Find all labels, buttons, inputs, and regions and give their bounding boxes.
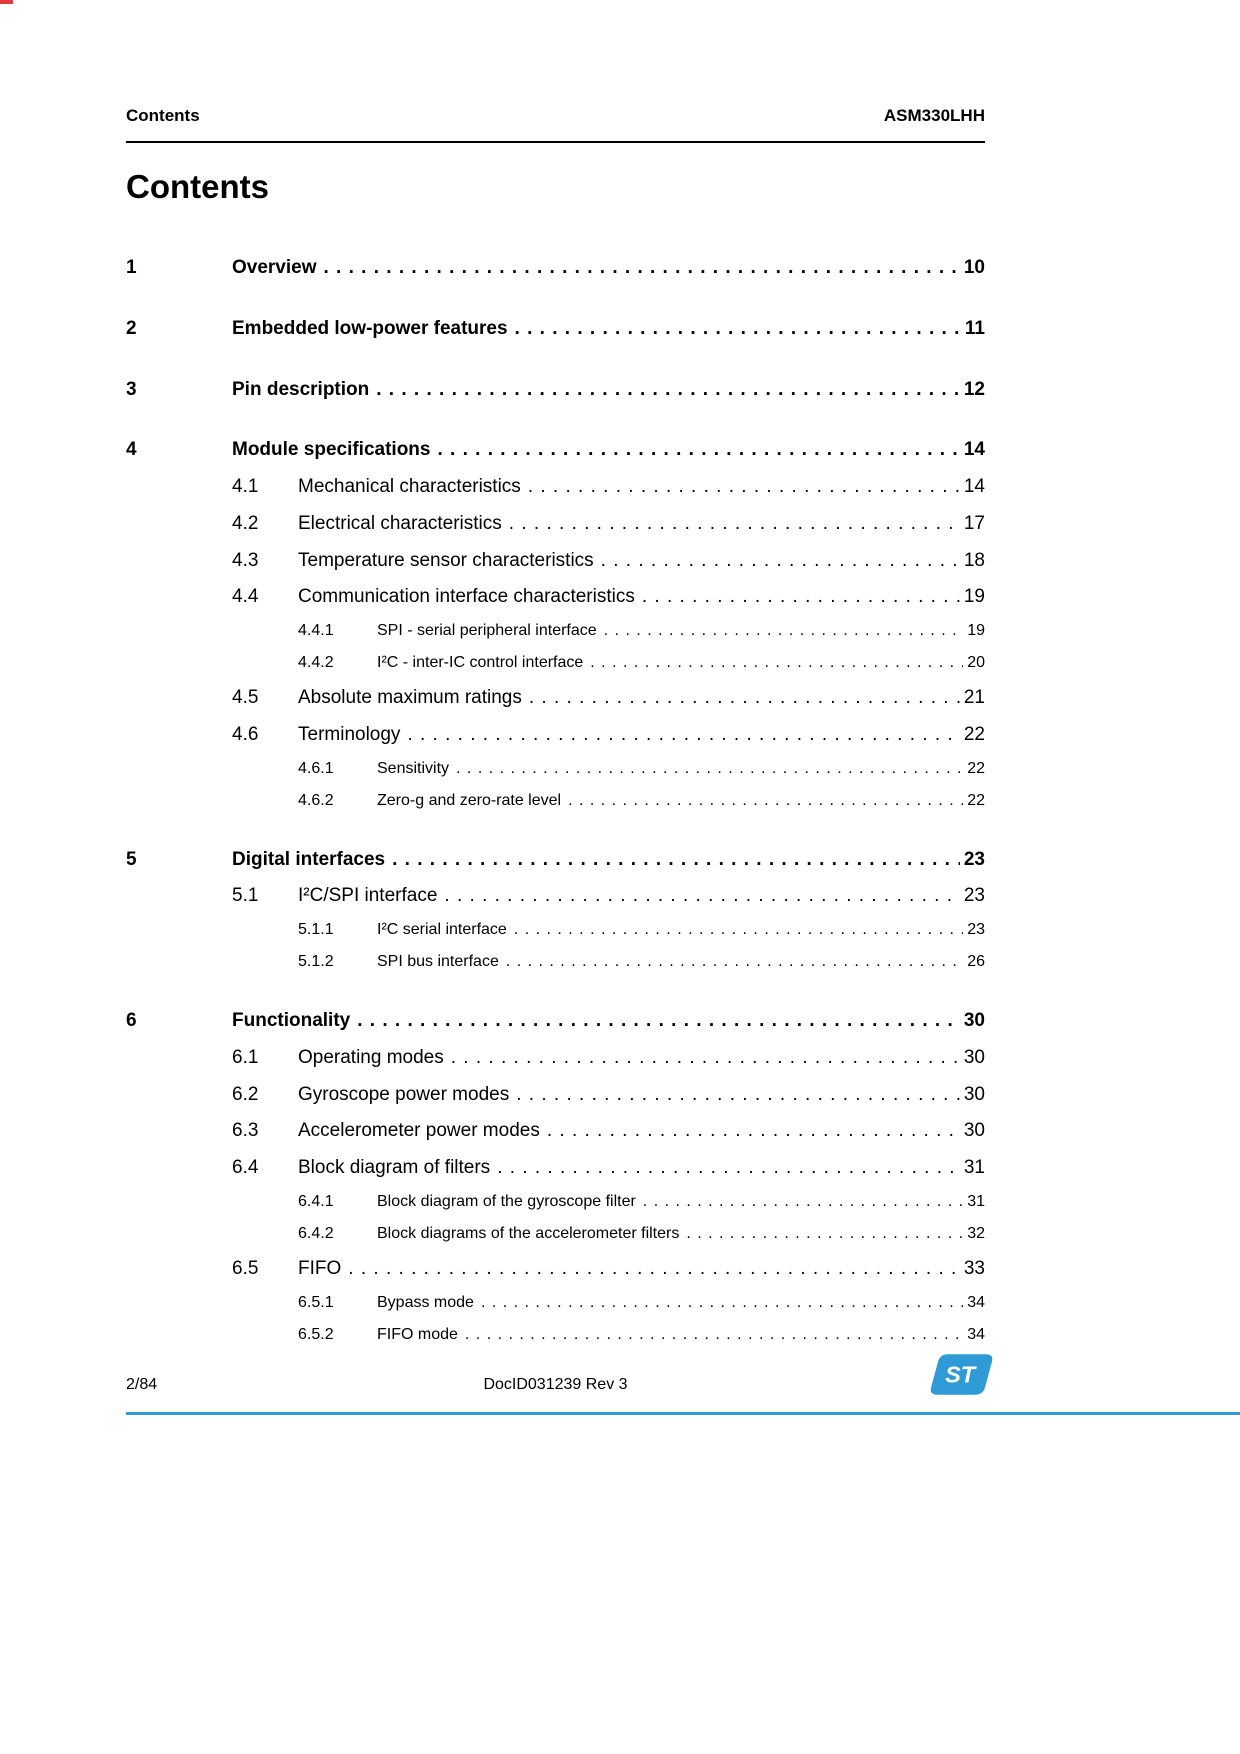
toc-entry-page: 26 <box>967 953 985 970</box>
toc-entry-number: 4.6 <box>232 723 259 745</box>
toc-entry-page: 22 <box>967 759 985 777</box>
toc-entry-label: Functionality <box>232 1010 351 1031</box>
toc-dot-leader <box>529 686 960 710</box>
toc-entry-number: 6.1 <box>232 1046 259 1068</box>
toc-entry-label: Pin description <box>232 378 370 400</box>
toc-entry[interactable] <box>126 512 985 536</box>
toc-dot-leader <box>506 952 963 972</box>
toc-entry-number: 6.4.1 <box>298 1192 334 1210</box>
toc-dot-leader <box>590 653 963 673</box>
toc-dot-leader <box>465 1325 963 1345</box>
toc-entry-page: 20 <box>967 654 985 671</box>
footer-rule <box>126 1412 1240 1415</box>
toc-entry[interactable] <box>126 920 985 940</box>
toc-entry-page: 34 <box>967 1325 985 1343</box>
toc-dot-leader <box>456 759 963 779</box>
toc-dot-leader <box>357 1009 960 1033</box>
toc-entry-number: 4.4.2 <box>298 654 334 671</box>
toc-dot-leader <box>515 317 961 341</box>
toc-entry-label: Digital interfaces <box>232 848 386 870</box>
toc-dot-leader <box>392 848 960 872</box>
toc-entry[interactable] <box>126 1046 985 1070</box>
toc-entry-label: Module specifications <box>232 439 431 461</box>
toc-entry-page: 31 <box>967 1192 985 1210</box>
toc-entry-label: I²C serial interface <box>377 921 507 938</box>
toc-entry-number: 4.6.2 <box>298 791 334 809</box>
toc-dot-leader <box>514 920 963 940</box>
toc-entry-page: 34 <box>967 1293 985 1311</box>
toc-entry-page: 23 <box>967 921 985 938</box>
toc-entry-page: 14 <box>963 439 985 461</box>
toc-entry-page: 32 <box>967 1224 985 1242</box>
toc-entry-number: 6.4 <box>232 1157 259 1178</box>
toc-dot-leader <box>497 1156 960 1180</box>
toc-dot-leader <box>451 1046 960 1070</box>
toc-entry-page: 17 <box>963 512 985 534</box>
toc-entry[interactable] <box>126 1192 985 1212</box>
toc-entry-label: Communication interface characteristics <box>298 586 635 608</box>
toc-entry[interactable] <box>126 1293 985 1313</box>
toc-entry-number: 4 <box>126 439 137 461</box>
toc-entry-label: Block diagram of the gyroscope filter <box>377 1192 636 1210</box>
toc-entry-label: Block diagrams of the accelerometer filters <box>377 1224 680 1242</box>
toc-entry-number: 3 <box>126 378 137 400</box>
toc-entry[interactable] <box>126 1325 985 1345</box>
toc-entry-page: 31 <box>963 1157 985 1178</box>
toc-entry-number: 6.4.2 <box>298 1224 334 1242</box>
toc-dot-leader <box>568 791 963 811</box>
toc-entry-number: 1 <box>126 257 137 278</box>
toc-entry-number: 6.5 <box>232 1257 259 1279</box>
toc-entry[interactable] <box>126 848 985 872</box>
toc-entry-page: 30 <box>963 1010 985 1031</box>
toc-entry[interactable] <box>126 1224 985 1244</box>
corner-mark <box>0 0 13 4</box>
toc-dot-leader <box>509 512 960 536</box>
table-of-contents <box>126 256 985 1345</box>
toc-entry[interactable] <box>126 1083 985 1107</box>
toc-dot-leader <box>547 1119 960 1143</box>
toc-entry-page: 21 <box>963 687 985 708</box>
toc-dot-leader <box>324 256 960 280</box>
toc-entry-label: SPI bus interface <box>377 953 499 970</box>
footer-doc-id: DocID031239 Rev 3 <box>483 1376 628 1393</box>
toc-entry-label: I²C - inter-IC control interface <box>377 654 584 671</box>
toc-entry-page: 12 <box>963 378 985 400</box>
toc-entry[interactable] <box>126 1119 985 1143</box>
toc-dot-leader <box>643 1192 963 1212</box>
toc-entry-number: 6 <box>126 1010 137 1031</box>
toc-entry-number: 6.3 <box>232 1120 259 1142</box>
toc-entry[interactable] <box>126 884 985 908</box>
toc-entry-number: 4.4 <box>232 586 259 608</box>
toc-entry-number: 5.1 <box>232 885 259 907</box>
st-logo-text: ST <box>945 1361 976 1388</box>
toc-entry-label: FIFO mode <box>377 1325 458 1343</box>
toc-entry-page: 30 <box>963 1083 985 1105</box>
toc-entry-page: 14 <box>963 476 985 497</box>
toc-dot-leader <box>437 438 959 462</box>
toc-entry[interactable] <box>126 621 985 641</box>
toc-dot-leader <box>686 1224 963 1244</box>
toc-dot-leader <box>642 585 960 609</box>
toc-entry-label: SPI - serial peripheral interface <box>377 622 597 639</box>
toc-entry-label: Overview <box>232 257 317 278</box>
toc-dot-leader <box>376 378 960 402</box>
toc-entry[interactable] <box>126 438 985 462</box>
toc-entry-label: I²C/SPI interface <box>298 885 438 907</box>
toc-entry-label: Block diagram of filters <box>298 1157 491 1178</box>
toc-entry-label: Sensitivity <box>377 759 450 777</box>
toc-entry[interactable] <box>126 378 985 402</box>
toc-entry-number: 5.1.1 <box>298 921 334 938</box>
toc-entry-number: 2 <box>126 317 137 339</box>
toc-entry-page: 10 <box>963 257 985 278</box>
toc-entry[interactable] <box>126 686 985 710</box>
toc-entry[interactable] <box>126 653 985 673</box>
toc-entry-page: 11 <box>964 317 985 339</box>
toc-entry-label: Electrical characteristics <box>298 512 502 534</box>
toc-entry[interactable] <box>126 549 985 573</box>
toc-entry[interactable] <box>126 256 985 280</box>
header-part-number: ASM330LHH <box>883 106 985 125</box>
toc-entry[interactable] <box>126 1257 985 1281</box>
toc-entry-page: 22 <box>967 791 985 809</box>
toc-dot-leader <box>528 475 960 499</box>
toc-entry-label: Zero-g and zero-rate level <box>377 791 562 809</box>
toc-entry-number: 4.6.1 <box>298 759 334 777</box>
toc-dot-leader <box>601 549 960 573</box>
toc-entry-page: 23 <box>963 885 985 907</box>
st-logo <box>930 1350 994 1400</box>
toc-entry[interactable] <box>126 475 985 499</box>
header-section-label: Contents <box>126 106 200 125</box>
toc-entry-label: Operating modes <box>298 1046 444 1068</box>
toc-dot-leader <box>348 1257 960 1281</box>
toc-entry-label: Terminology <box>298 723 401 745</box>
toc-entry-page: 19 <box>963 586 985 608</box>
toc-entry-number: 4.5 <box>232 687 259 708</box>
toc-entry[interactable] <box>126 723 985 747</box>
toc-entry[interactable] <box>126 1156 985 1180</box>
toc-entry-label: Embedded low-power features <box>232 317 508 339</box>
toc-entry-number: 6.5.1 <box>298 1293 334 1311</box>
toc-entry-label: Absolute maximum ratings <box>298 687 522 708</box>
toc-entry-number: 5 <box>126 848 137 870</box>
header-rule <box>126 141 985 143</box>
toc-entry-number: 4.2 <box>232 512 259 534</box>
toc-dot-leader <box>407 723 959 747</box>
toc-dot-leader <box>444 884 959 908</box>
toc-entry-number: 6.5.2 <box>298 1325 334 1343</box>
toc-entry-page: 19 <box>967 622 985 639</box>
toc-entry-page: 18 <box>963 549 985 571</box>
content-column <box>126 0 985 1345</box>
toc-entry-page: 30 <box>963 1046 985 1068</box>
footer-page-number: 2/84 <box>126 1376 158 1393</box>
toc-entry-page: 30 <box>963 1120 985 1142</box>
toc-entry-number: 5.1.2 <box>298 953 334 970</box>
toc-entry-page: 33 <box>963 1257 985 1279</box>
toc-entry-number: 6.2 <box>232 1083 259 1105</box>
toc-entry-label: Bypass mode <box>377 1293 474 1311</box>
toc-entry-label: Accelerometer power modes <box>298 1120 540 1142</box>
toc-dot-leader <box>516 1083 960 1107</box>
toc-entry-page: 22 <box>963 723 985 745</box>
toc-dot-leader <box>604 621 964 641</box>
toc-dot-leader <box>481 1293 963 1313</box>
toc-entry[interactable] <box>126 585 985 609</box>
toc-entry-page: 23 <box>963 848 985 870</box>
toc-entry-number: 4.1 <box>232 476 259 497</box>
toc-entry[interactable] <box>126 952 985 972</box>
toc-entry-number: 4.3 <box>232 549 259 571</box>
toc-entry-label: Gyroscope power modes <box>298 1083 510 1105</box>
toc-entry-label: FIFO <box>298 1257 342 1279</box>
toc-entry[interactable] <box>126 759 985 779</box>
toc-entry[interactable] <box>126 791 985 811</box>
toc-entry-label: Temperature sensor characteristics <box>298 549 594 571</box>
page-header <box>126 0 985 126</box>
toc-entry[interactable] <box>126 1009 985 1033</box>
toc-entry[interactable] <box>126 317 985 341</box>
toc-entry-label: Mechanical characteristics <box>298 476 521 497</box>
page-title: Contents <box>126 168 269 205</box>
toc-entry-number: 4.4.1 <box>298 622 334 639</box>
